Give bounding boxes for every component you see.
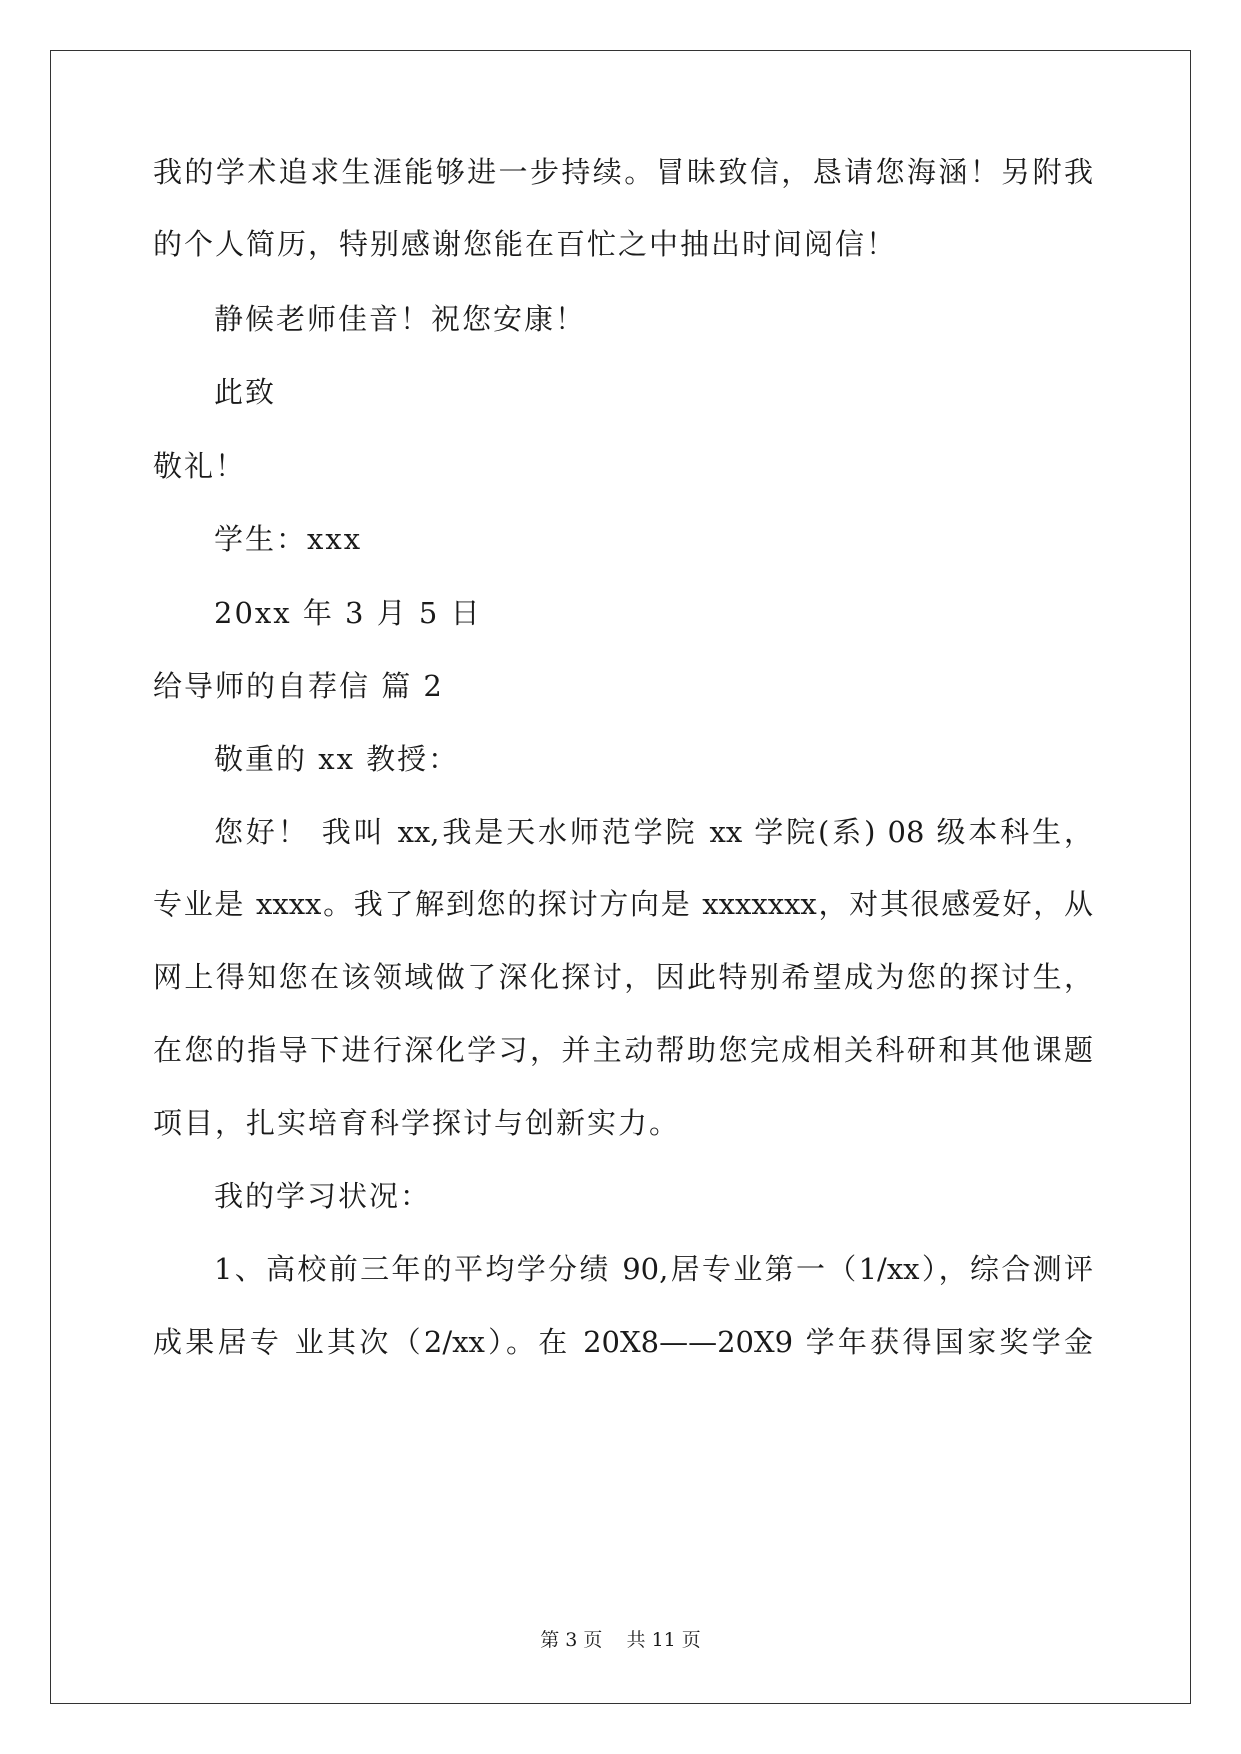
section-heading: 给导师的自荐信 篇 2 (153, 669, 444, 703)
paragraph-line: 在您的指导下进行深化学习，并主动帮助您完成相关科研和其他课题 (153, 1033, 1093, 1067)
letter-greeting: 敬重的 xx 教授： (214, 742, 460, 776)
salutation-close: 此致 (214, 375, 277, 409)
signature-date: 20xx 年 3 月 5 日 (214, 596, 482, 630)
paragraph-line: 您好！ 我叫 xx,我是天水师范学院 xx 学院(系) 08 级本科生， (214, 815, 1093, 849)
subsection-heading: 我的学习状况： (214, 1179, 432, 1213)
paragraph-line: 的个人简历，特别感谢您能在百忙之中抽出时间阅信！ (153, 227, 898, 261)
paragraph-line: 我的学术追求生涯能够进一步持续。冒昧致信，恳请您海涵！另附我 (153, 155, 1093, 189)
salutation-respect: 敬礼！ (153, 449, 247, 483)
paragraph-line: 成果居专 业其次（2/xx）。在 20X8——20X9 学年获得国家奖学金 (153, 1325, 1093, 1359)
page-number-footer: 第 3 页 共 11 页 (540, 1629, 701, 1651)
paragraph-line: 网上得知您在该领域做了深化探讨，因此特别希望成为您的探讨生， (153, 960, 1093, 994)
paragraph-line: 1、高校前三年的平均学分绩 90,居专业第一（1/xx），综合测评 (214, 1252, 1093, 1286)
paragraph-line: 项目，扎实培育科学探讨与创新实力。 (153, 1106, 681, 1140)
paragraph-line: 专业是 xxxx。我了解到您的探讨方向是 xxxxxxx，对其很感爱好，从 (153, 887, 1093, 921)
closing-wish: 静候老师佳音！祝您安康！ (214, 302, 587, 336)
signature-student: 学生：xxx (214, 522, 363, 556)
